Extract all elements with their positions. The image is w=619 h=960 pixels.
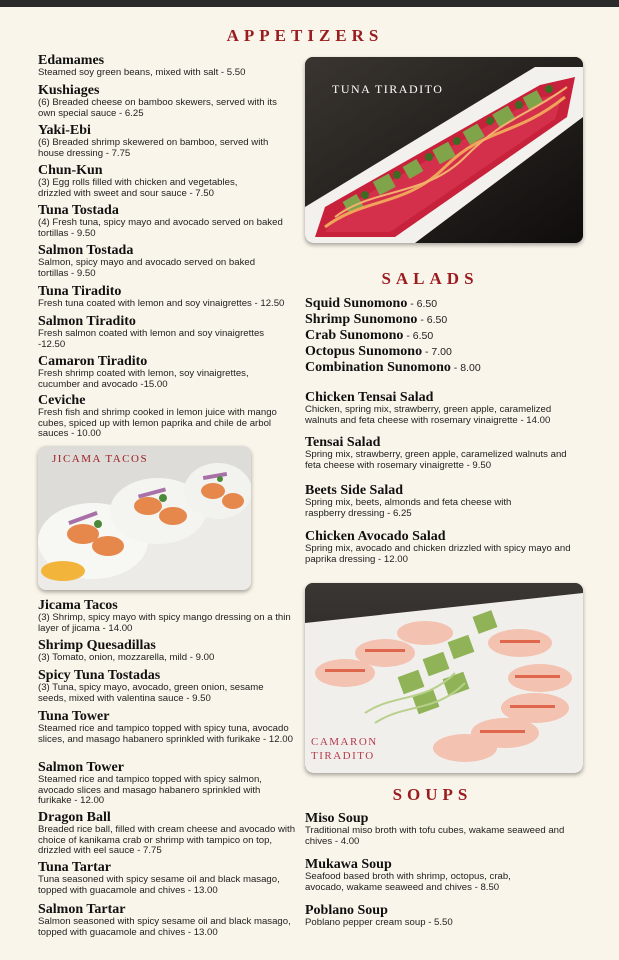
- item-price: - 8.00: [450, 362, 481, 374]
- item-name: Tuna Tower: [38, 709, 110, 724]
- jicama-tacos-image: [38, 446, 251, 590]
- item-price: - 7.00: [422, 346, 452, 358]
- item-name: Spicy Tuna Tostadas: [38, 668, 161, 683]
- item-name: Poblano Soup: [305, 903, 388, 918]
- photo-caption: TUNA TIRADITO: [332, 82, 444, 96]
- item-description: Poblano pepper cream soup - 5.50: [305, 917, 453, 928]
- item-price: - 6.50: [403, 330, 434, 342]
- item-description: (3) Shrimp, spicy mayo with spicy mango dressing on a thin layer of jicama - 14.00: [38, 612, 291, 634]
- appetizers-heading: APPETIZERS: [226, 26, 384, 45]
- item-description: Steamed rice and tampico topped with spicy tuna, avocado slices, and masago habanero sprinkled with furikake - 12.00: [38, 723, 293, 745]
- item-description: Steamed rice and tampico topped with spicy salmon, avocado slices and masago habanero sprinkled with furikake - 12.00: [38, 774, 262, 806]
- menu-item: [38, 163, 258, 199]
- item-name: Salmon Tower: [38, 760, 124, 775]
- menu-item: [38, 83, 288, 119]
- item-description: (6) Breaded shrimp skewered on bamboo, served with house dressing - 7.75: [38, 137, 269, 159]
- item-description: Tuna seasoned with spicy sesame oil and black masago, topped with guacamole and chives - 13.00: [38, 874, 280, 896]
- item-description: (4) Fresh tuna, spicy mayo and avocado served on baked tortillas - 9.50: [38, 217, 283, 239]
- menu-item: [38, 284, 300, 310]
- sunomono-row: [305, 296, 437, 312]
- item-name: Dragon Ball: [38, 810, 111, 825]
- item-price: - 6.50: [417, 314, 448, 326]
- item-price: - 6.50: [407, 298, 438, 310]
- item-name: Tuna Tartar: [38, 860, 112, 875]
- menu-item: [38, 860, 300, 896]
- salads-heading: SALADS: [381, 269, 479, 288]
- item-description: Fresh fish and shrimp cooked in lemon juice with mango cubes, spiced up with lemon paprika and chile de arbol sauces - 10.00: [38, 407, 277, 439]
- menu-item: [38, 902, 300, 938]
- item-description: (3) Tuna, spicy mayo, avocado, green onion, sesame seeds, mixed with valentina sauce - 9.50: [38, 682, 264, 704]
- item-name: Edamames: [38, 53, 105, 68]
- menu-item: [38, 354, 260, 390]
- item-name: Yaki-Ebi: [38, 123, 91, 138]
- item-name: Chicken Avocado Salad: [305, 529, 446, 544]
- item-description: Seafood based broth with shrimp, octopus, crab, avocado, wakame seaweed and chives - 8.50: [305, 871, 511, 893]
- menu-item: [305, 857, 545, 893]
- item-description: Traditional miso broth with tofu cubes, wakame seaweed and chives - 4.00: [305, 825, 565, 847]
- photo-caption: CAMARON TIRADITO: [311, 736, 378, 762]
- item-name: Salmon Tiradito: [38, 314, 136, 329]
- item-name: Tensai Salad: [305, 435, 381, 450]
- item-name: Beets Side Salad: [305, 483, 404, 498]
- item-name: Tuna Tiradito: [38, 284, 122, 299]
- item-name: Miso Soup: [305, 811, 369, 826]
- menu-item: [38, 53, 300, 79]
- item-description: (6) Breaded cheese on bamboo skewers, served with its own special sauce - 6.25: [38, 97, 277, 119]
- item-name: Octopus Sunomono: [305, 344, 423, 359]
- item-name: Camaron Tiradito: [38, 354, 148, 369]
- item-description: (3) Egg rolls filled with chicken and vegetables, drizzled with sweet and sour sauce - 7.50: [38, 177, 238, 199]
- item-name: Shrimp Quesadillas: [38, 638, 156, 653]
- item-name: Salmon Tartar: [38, 902, 126, 917]
- item-name: Ceviche: [38, 393, 86, 408]
- sunomono-row: [305, 344, 452, 360]
- sunomono-row: [305, 328, 433, 344]
- menu-item: [305, 903, 565, 929]
- menu-item: [38, 203, 300, 239]
- item-description: Salmon, spicy mayo and avocado served on baked tortillas - 9.50: [38, 257, 256, 279]
- menu-item: [305, 435, 570, 471]
- item-name: Combination Sunomono: [305, 360, 451, 375]
- item-name: Tuna Tostada: [38, 203, 119, 218]
- menu-item: [38, 314, 278, 350]
- item-name: Squid Sunomono: [305, 296, 408, 311]
- item-name: Shrimp Sunomono: [305, 312, 418, 327]
- item-description: Fresh tuna coated with lemon and soy vinaigrettes - 12.50: [38, 298, 285, 309]
- item-name: Kushiages: [38, 83, 100, 98]
- menu-item: [305, 483, 535, 519]
- item-description: Chicken, spring mix, strawberry, green apple, caramelized walnuts and feta cheese with rosemary vinaigrette - 14.00: [305, 404, 552, 426]
- item-description: (3) Tomato, onion, mozzarella, mild - 9.00: [38, 652, 215, 663]
- item-name: Jicama Tacos: [38, 598, 118, 613]
- photo-caption: JICAMA TACOS: [52, 453, 149, 465]
- item-name: Salmon Tostada: [38, 243, 134, 258]
- jicama-tacos-photo: [38, 446, 251, 590]
- menu-item: [305, 811, 565, 847]
- item-description: Salmon seasoned with spicy sesame oil and black masago, topped with guacamole and chives - 13.00: [38, 916, 291, 938]
- item-name: Mukawa Soup: [305, 857, 392, 872]
- item-description: Spring mix, strawberry, green apple, caramelized walnuts and feta cheese with rosemary vinaigrette - 9.50: [305, 449, 567, 471]
- menu-item: [305, 390, 573, 426]
- menu-item: [38, 243, 270, 279]
- menu-item: [38, 638, 300, 664]
- menu-item: [38, 709, 300, 745]
- menu-item: [38, 760, 274, 807]
- item-description: Fresh salmon coated with lemon and soy vinaigrettes -12.50: [38, 328, 265, 350]
- menu-item: [38, 598, 300, 634]
- menu-item: [38, 668, 278, 704]
- sunomono-row: [305, 360, 481, 376]
- item-description: Spring mix, avocado and chicken drizzled with spicy mayo and paprika dressing - 12.00: [305, 543, 571, 565]
- item-name: Chun-Kun: [38, 163, 103, 178]
- menu-item: [38, 393, 296, 440]
- item-description: Steamed soy green beans, mixed with salt - 5.50: [38, 67, 246, 78]
- menu-item: [38, 810, 296, 857]
- menu-item: [305, 529, 573, 565]
- item-description: Breaded rice ball, filled with cream cheese and avocado with choice of kanikama crab or shrimp with tampico on top, drizzled with eel sauce - 7.75: [38, 824, 296, 856]
- item-name: Crab Sunomono: [305, 328, 404, 343]
- soups-heading: SOUPS: [392, 785, 473, 804]
- item-name: Chicken Tensai Salad: [305, 390, 434, 405]
- sunomono-row: [305, 312, 447, 328]
- item-description: Spring mix, beets, almonds and feta cheese with raspberry dressing - 6.25: [305, 497, 512, 519]
- item-description: Fresh shrimp coated with lemon, soy vinaigrettes, cucumber and avocado -15.00: [38, 368, 249, 390]
- menu-item: [38, 123, 270, 159]
- salads-list: [305, 0, 590, 960]
